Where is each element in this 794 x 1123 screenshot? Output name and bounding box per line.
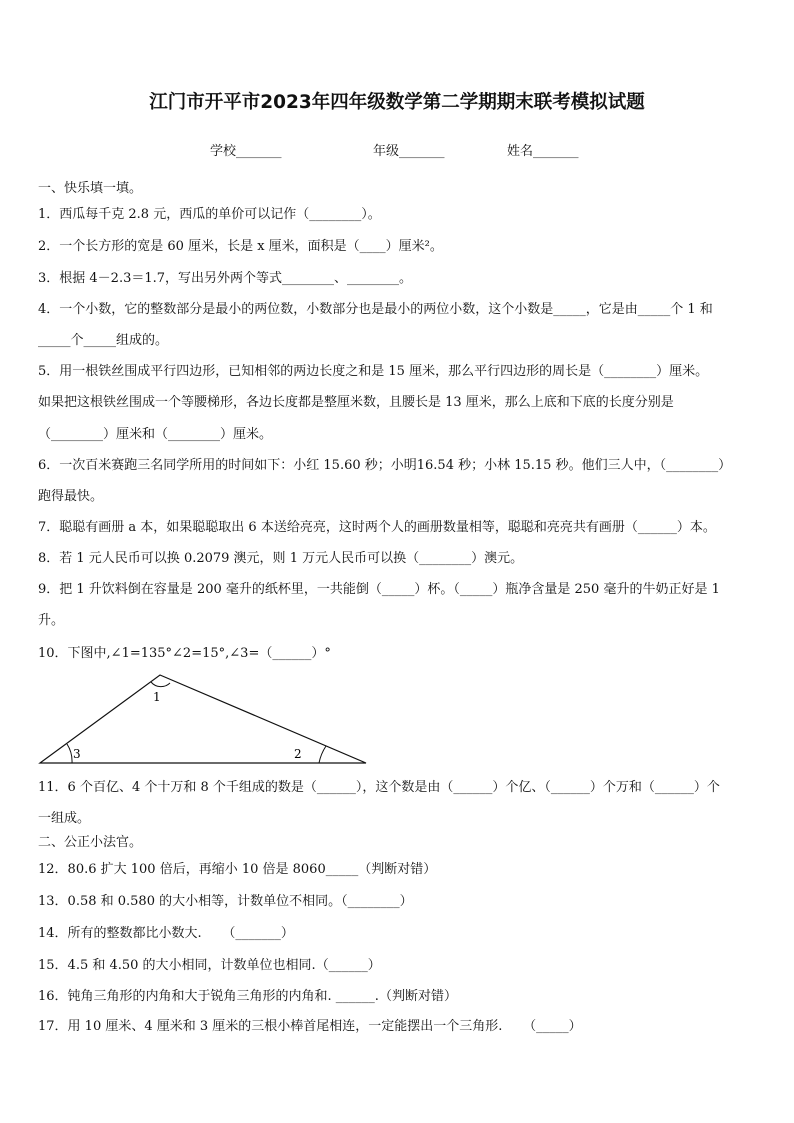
question-2: 2．一个长方形的宽是 60 厘米，长是 x 厘米，面积是（____）厘米²。	[38, 239, 443, 254]
school-field: 学校_______	[210, 144, 282, 159]
page-title: 江门市开平市2023年四年级数学第二学期期末联考模拟试题	[149, 92, 645, 113]
question-8: 8．若 1 元人民币可以换 0.2079 澳元，则 1 万元人民币可以换（________）澳元。	[38, 551, 524, 566]
question-5-line-3: （________）厘米和（________）厘米。	[38, 427, 273, 442]
question-3: 3．根据 4－2.3＝1.7，写出另外两个等式________、________。	[38, 271, 413, 286]
question-15: 15．4.5 和 4.50 的大小相同，计数单位也相同.（______）	[38, 958, 381, 973]
question-12: 12．80.6 扩大 100 倍后，再缩小 10 倍是 8060_____（判断对错）	[38, 862, 437, 877]
question-9-line-2: 升。	[38, 613, 65, 628]
section-heading-judge: 二、公正小法官。	[38, 835, 143, 850]
question-16: 16．钝角三角形的内角和大于锐角三角形的内角和. ______.（判断对错）	[38, 989, 457, 1004]
question-4-line-2: _____个_____组成的。	[38, 333, 169, 348]
question-5-line-2: 如果把这根铁丝围成一个等腰梯形，各边长度都是整厘米数，且腰长是 13 厘米，那么上底和下底的长度分别是	[38, 395, 674, 410]
triangle-figure	[30, 670, 380, 770]
angle-3-arc	[67, 744, 72, 763]
angle-3-label: 3	[73, 747, 81, 761]
question-7: 7．聪聪有画册 a 本，如果聪聪取出 6 本送给亮亮，这时两个人的画册数量相等，聪聪和亮亮共有画册（______）本。	[38, 520, 716, 535]
question-14: 14．所有的整数都比小数大. （_______）	[38, 926, 294, 941]
question-1: 1．西瓜每千克 2.8 元，西瓜的单价可以记作（________）。	[38, 207, 381, 222]
question-6-line-2: 跑得最快。	[38, 489, 104, 504]
question-13: 13．0.58 和 0.580 的大小相等，计数单位不相同。（________）	[38, 894, 413, 909]
angle-2-arc	[319, 746, 326, 763]
grade-field: 年级_______	[373, 144, 445, 159]
question-9-line-1: 9．把 1 升饮料倒在容量是 200 毫升的纸杯里，一共能倒（_____）杯。（_____）瓶净含量是 250 毫升的牛奶正好是 1	[38, 582, 720, 597]
question-11-line-1: 11．6 个百亿、4 个十万和 8 个千组成的数是（______），这个数是由（______）个亿、（______）个万和（______）个	[38, 780, 720, 795]
question-11-line-2: 一组成。	[38, 811, 91, 826]
section-heading-fill: 一、快乐填一填。	[38, 181, 143, 196]
name-field: 姓名_______	[507, 144, 579, 159]
triangle-outline	[40, 675, 366, 763]
question-4-line-1: 4．一个小数，它的整数部分是最小的两位数，小数部分也是最小的两位小数，这个小数是_____，它是由_____个 1 和	[38, 302, 713, 317]
question-5-line-1: 5．用一根铁丝围成平行四边形，已知相邻的两边长度之和是 15 厘米，那么平行四边形的周长是（________）厘米。	[38, 364, 709, 379]
angle-1-arc	[151, 682, 170, 687]
question-6-line-1: 6．一次百米赛跑三名同学所用的时间如下：小红 15.60 秒；小明16.54 秒；小林 15.15 秒。他们三人中，（________）	[38, 458, 732, 473]
question-17: 17．用 10 厘米、4 厘米和 3 厘米的三根小棒首尾相连，一定能摆出一个三角形. （_____）	[38, 1019, 582, 1034]
angle-2-label: 2	[294, 747, 302, 761]
angle-1-label: 1	[153, 690, 161, 704]
question-10: 10．下图中,∠1=135°∠2=15°,∠3=（______）°	[38, 646, 331, 661]
